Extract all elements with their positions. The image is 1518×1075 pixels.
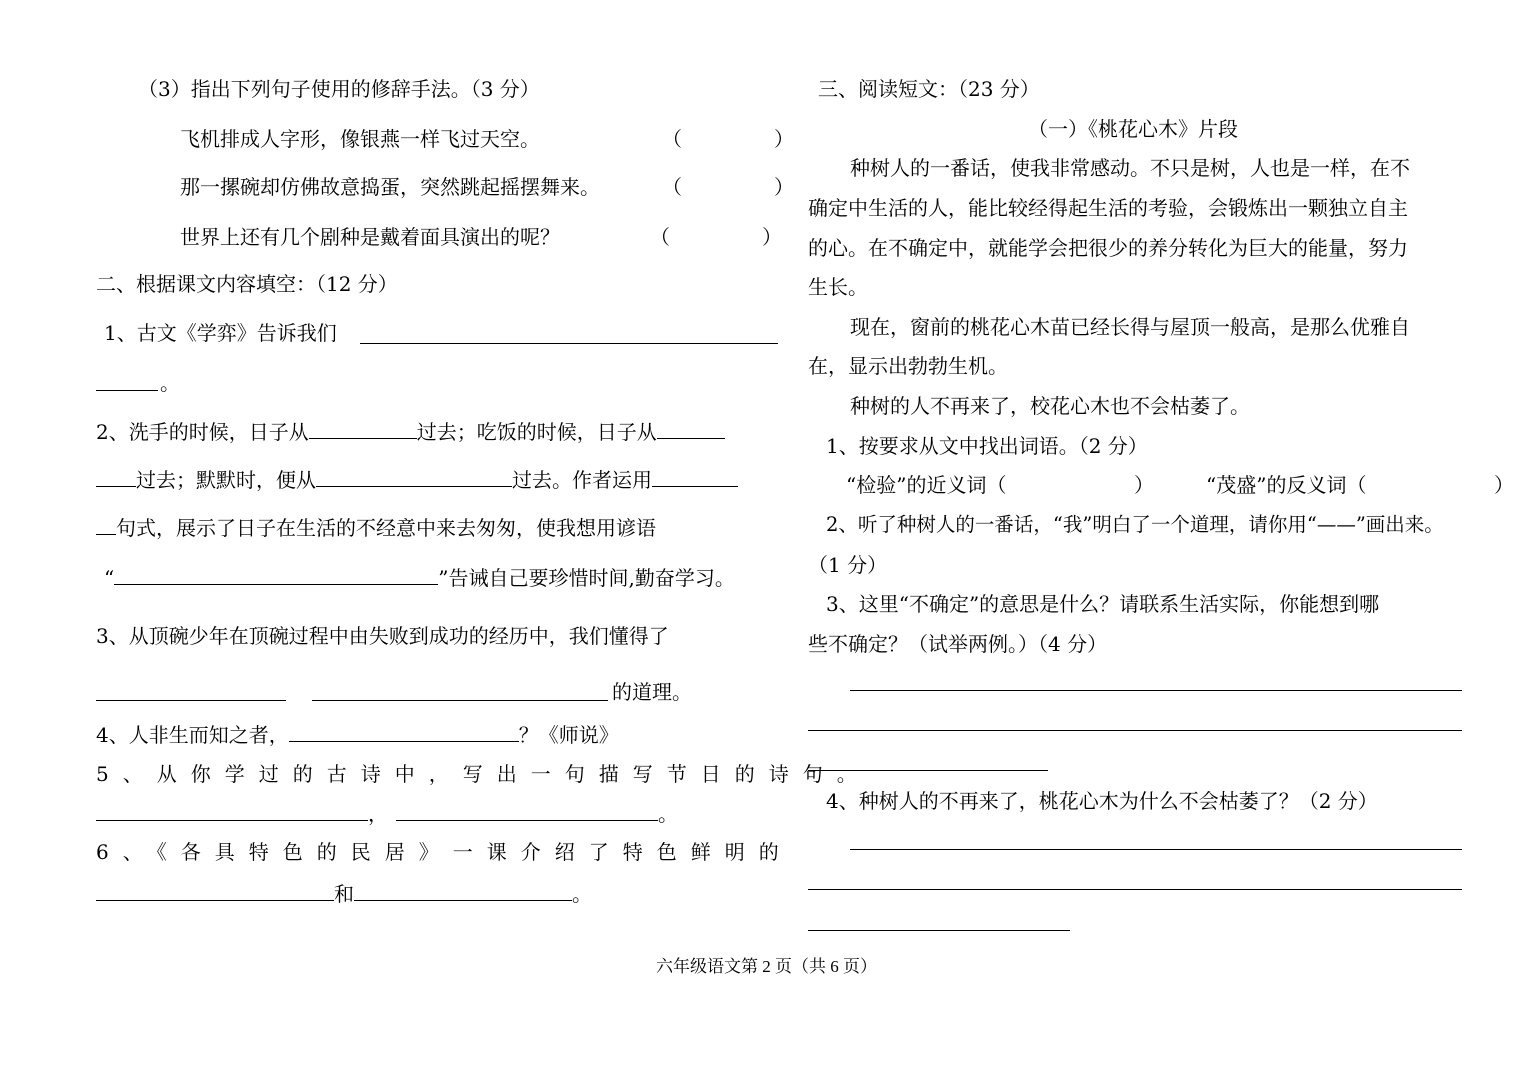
passage-p2-line-2: 在，显示出勃勃生机。 xyxy=(808,354,1008,378)
fill-1-prompt: 1、古文《学弈》告诉我们 xyxy=(104,321,337,345)
reading-q2-line-1: 2、听了种树人的一番话，“我”明白了一个道理，请你用“——”画出来。 xyxy=(826,513,1444,536)
fill-2-blank-1[interactable] xyxy=(309,418,417,439)
passage-p1-line-1: 种树人的一番话，使我非常感动。不只是树，人也是一样，在不 xyxy=(850,156,1410,180)
reading-q3-line-1: 3、这里“不确定”的意思是什么？请联系生活实际，你能想到哪 xyxy=(826,592,1380,616)
reading-q1-synonym-close: ） xyxy=(1134,473,1154,497)
q3-sentence-2: 那一摞碗却仿佛故意捣蛋，突然跳起摇摆舞来。 xyxy=(180,175,600,199)
answer-paren-close: ） xyxy=(762,225,782,249)
fill-6-prompt: 6、《各具特色的民居》一课介绍了特色鲜明的 xyxy=(96,840,793,864)
answer-paren-close: ） xyxy=(774,175,794,199)
fill-6-blank-2[interactable] xyxy=(354,880,572,901)
fill-5-period: 。 xyxy=(658,802,678,826)
fill-5-blank-1[interactable] xyxy=(96,800,368,821)
reading-q2-line-2: （1 分） xyxy=(808,553,888,577)
reading-q1: 1、按要求从文中找出词语。（2 分） xyxy=(826,434,1148,458)
passage-p2-line-1: 现在，窗前的桃花心木苗已经长得与屋顶一般高，是那么优雅自 xyxy=(850,315,1410,339)
fill-5-prompt: 5、从你学过的古诗中，写出一句描写节日的诗句。 xyxy=(96,762,871,786)
fill-3-blank-1[interactable] xyxy=(96,700,286,701)
reading-q1-antonym-close: ） xyxy=(1494,473,1514,497)
fill-2-line-4 xyxy=(104,564,735,591)
fill-1-blank[interactable] xyxy=(360,343,778,344)
reading-q4-answer-line-2[interactable] xyxy=(808,889,1462,890)
fill-6-blank-1[interactable] xyxy=(96,880,334,901)
fill-3-prompt: 3、从顶碗少年在顶碗过程中由失败到成功的经历中，我们懂得了 xyxy=(96,624,669,648)
fill-5-blank-2[interactable] xyxy=(396,800,658,821)
answer-paren-open: （ xyxy=(662,127,682,151)
reading-q3-line-2: 些不确定？（试举两例。）（4 分） xyxy=(808,632,1108,656)
fill-3-end: 的道理。 xyxy=(612,680,692,704)
fill-1-blank-cont[interactable] xyxy=(96,390,158,391)
fill-2-line-3 xyxy=(96,514,656,541)
reading-q4: 4、种树人的不再来了，桃花心木为什么不会枯萎了？（2 分） xyxy=(826,789,1378,813)
passage-p1-line-2: 确定中生活的人，能比较经得起生活的考验，会锻炼出一颗独立自主 xyxy=(808,196,1408,220)
fill-2-line-1 xyxy=(96,418,725,445)
q3-heading: （3）指出下列句子使用的修辞手法。（3 分） xyxy=(138,77,540,101)
fill-1-period: 。 xyxy=(160,371,180,395)
fill-5-line xyxy=(96,800,678,827)
fill-5-comma: ， xyxy=(368,802,388,826)
reading-q1-antonym: “茂盛”的反义词（ xyxy=(1206,473,1367,497)
fill-2-blank-3[interactable] xyxy=(316,466,512,487)
section-2-heading: 二、根据课文内容填空：（12 分） xyxy=(96,272,398,296)
reading-q4-answer-line-3[interactable] xyxy=(808,930,1070,931)
q3-sentence-3: 世界上还有几个剧种是戴着面具演出的呢？ xyxy=(180,225,560,249)
fill-2-text-b: 过去；吃饭的时候，日子从 xyxy=(416,420,657,444)
fill-2-text-f: ”告诫自己要珍惜时间,勤奋学习。 xyxy=(438,566,735,590)
answer-paren-open: （ xyxy=(662,175,682,199)
fill-2-text-e: 句式，展示了日子在生活的不经意中来去匆匆，使我想用谚语 xyxy=(116,516,656,540)
fill-2-text-c: 过去；默默时，便从 xyxy=(136,468,316,492)
passage-p1-line-3: 的心。在不确定中，就能学会把很少的养分转化为巨大的能量，努力 xyxy=(808,236,1408,260)
reading-q1-synonym: “检验”的近义词（ xyxy=(846,473,1007,497)
fill-2-text-a: 2、洗手的时候，日子从 xyxy=(96,420,309,444)
fill-4-line xyxy=(96,721,619,748)
fill-2-blank-2-cont[interactable] xyxy=(96,466,136,487)
fill-6-line xyxy=(96,880,592,907)
quote-open: “ xyxy=(104,566,115,590)
passage-p1-line-4: 生长。 xyxy=(808,275,868,299)
answer-paren-close: ） xyxy=(774,127,794,151)
reading-q3-answer-line-1[interactable] xyxy=(850,690,1462,691)
q3-sentence-1: 飞机排成人字形，像银燕一样飞过天空。 xyxy=(180,127,540,151)
fill-2-blank-2[interactable] xyxy=(657,418,725,439)
fill-2-blank-4-cont[interactable] xyxy=(96,514,116,535)
reading-q4-answer-line-1[interactable] xyxy=(850,849,1462,850)
reading-q3-answer-line-2[interactable] xyxy=(808,730,1462,731)
fill-4-text: 4、人非生而知之者， xyxy=(96,723,289,747)
passage-title: （一）《桃花心木》片段 xyxy=(1028,117,1238,141)
reading-q3-answer-line-3[interactable] xyxy=(808,770,1048,771)
fill-4-blank[interactable] xyxy=(289,721,519,742)
section-3-heading: 三、阅读短文：（23 分） xyxy=(818,77,1040,101)
answer-paren-open: （ xyxy=(650,225,670,249)
fill-3-blank-2[interactable] xyxy=(312,700,608,701)
fill-2-blank-5[interactable] xyxy=(114,564,438,585)
fill-2-line-2 xyxy=(96,466,738,493)
fill-6-and: 和 xyxy=(334,882,354,906)
fill-2-text-d: 过去。作者运用 xyxy=(512,468,652,492)
page-footer: 六年级语文第 2 页（共 6 页） xyxy=(656,957,877,976)
fill-2-blank-4[interactable] xyxy=(652,466,738,487)
passage-p3-line-1: 种树的人不再来了，校花心木也不会枯萎了。 xyxy=(850,394,1250,418)
fill-4-source: ？《师说》 xyxy=(518,723,619,747)
fill-6-period: 。 xyxy=(572,882,592,906)
